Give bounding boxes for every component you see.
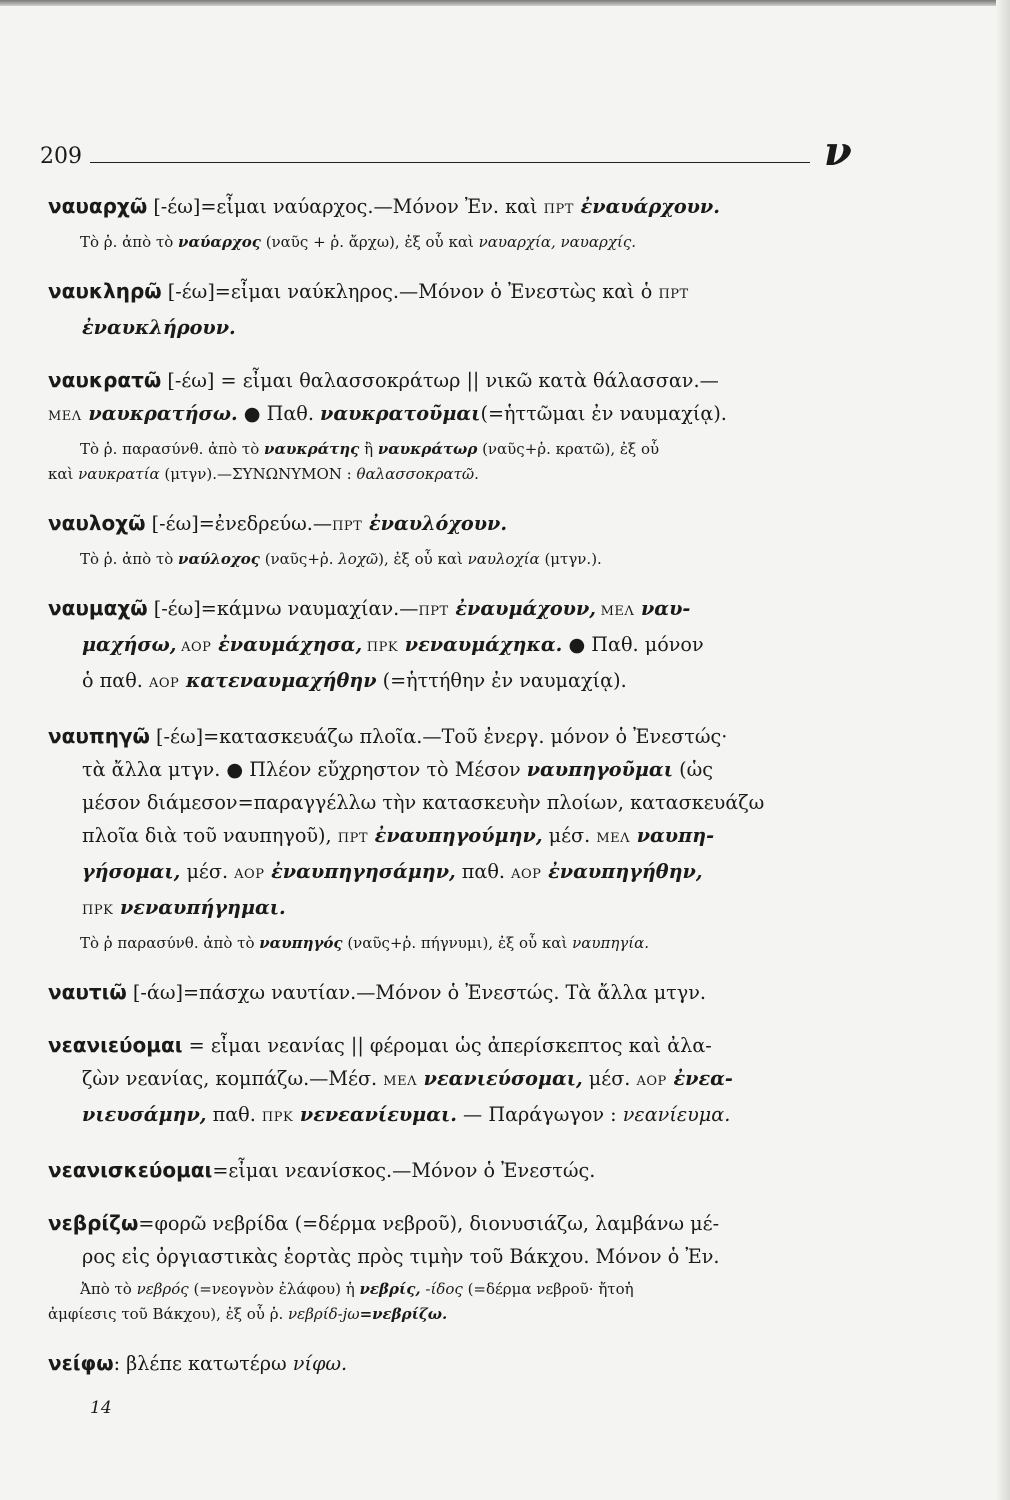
entry xyxy=(48,1154,866,1187)
entry xyxy=(48,720,866,956)
page-top-edge xyxy=(0,0,1010,6)
entry-definition: ναυκρατῶ [-έω] = εἶμαι θαλασσοκράτωρ || νικῶ κατὰ θάλασσαν.— ΜΕΛ ναυκρατήσω. ● Παθ. ναυκρατοῦμαι(=ἡττῶμαι ἐν ναυμαχίᾳ). xyxy=(48,368,727,425)
entry-definition: ναυπηγῶ [-έω]=κατασκευάζω πλοῖα.—Τοῦ ἐνεργ. μόνον ὁ Ἐνεστώς· τὰ ἄλλα μτγν. ● Πλέον εὔχρηστον τὸ Μέσον ναυπηγοῦμαι (ὡς μέσον διάμεσον=παραγγέλλω τὴν κατασκευὴν πλοίων, κατασκευάζω πλοῖα διὰ τοῦ ναυπηγοῦ), ΠΡΤ ἐναυπηγούμην, μέσ. ΜΕΛ ναυπη- γήσομαι, μέσ. ΑΟΡ ἐναυπηγησάμην, παθ. ΑΟΡ ἐναυπηγήθην, ΠΡΚ νεναυπήγημαι. xyxy=(48,724,765,919)
headword: ναυπηγῶ xyxy=(48,724,150,748)
entry xyxy=(48,1207,866,1327)
page-number: 209 xyxy=(40,144,82,169)
entry-definition: νεανιεύομαι = εἶμαι νεανίας || φέρομαι ὡς ἀπερίσκεπτος καὶ ἀλα- ζὼν νεανίας, κομπάζω.—Μέσ. ΜΕΛ νεανιεύσομαι, μέσ. ΑΟΡ ἐνεα- νιευσάμην, παθ. ΠΡΚ νενεανίευμαι. — Παράγωγον : νεανίευμα. xyxy=(48,1033,733,1126)
page-header xyxy=(40,128,860,180)
entry-definition: ναυαρχῶ [-έω]=εἶμαι ναύαρχος.—Μόνον Ἐν. καὶ ΠΡΤ ἐναυάρχουν. xyxy=(48,194,720,218)
entry xyxy=(48,592,866,700)
entry-definition: νείφω: βλέπε κατωτέρω νίφω. xyxy=(48,1351,348,1375)
headword: ναυαρχῶ xyxy=(48,194,148,218)
entry xyxy=(48,507,866,572)
headword: ναυτιῶ xyxy=(48,980,127,1004)
entry-etymology: Τὸ ῥ. ἀπὸ τὸ ναύαρχος (ναῦς + ῥ. ἄρχω), ἐξ οὗ καὶ ναυαρχία, ναυαρχίς. xyxy=(80,233,636,251)
header-rule xyxy=(90,162,810,163)
entry-definition: ναυτιῶ [-άω]=πάσχω ναυτίαν.—Μόνον ὁ Ἐνεστώς. Τὰ ἄλλα μτγν. xyxy=(48,980,707,1004)
headword: ναυκληρῶ xyxy=(48,279,162,303)
headword: νείφω xyxy=(48,1351,114,1375)
entry-definition: νεανισκεύομαι=εἶμαι νεανίσκος.—Μόνον ὁ Ἐνεστώς. xyxy=(48,1158,596,1182)
section-letter: ν xyxy=(824,128,852,175)
signature-mark: 14 xyxy=(90,1398,112,1418)
headword: νεβρίζω xyxy=(48,1211,139,1235)
entry xyxy=(48,190,866,255)
entry xyxy=(48,1347,866,1380)
headword: ναυλοχῶ xyxy=(48,511,146,535)
entry-etymology: Τὸ ῥ. παρασύνθ. ἀπὸ τὸ ναυκράτης ἢ ναυκράτωρ (ναῦς+ῥ. κρατῶ), ἐξ οὗ καὶ ναυκρατία (μτγν).—ΣΥΝΩΝΥΜΟΝ : θαλασσοκρατῶ. xyxy=(48,440,660,483)
entry xyxy=(48,976,866,1009)
entry xyxy=(48,275,866,344)
entry-definition: ναυμαχῶ [-έω]=κάμνω ναυμαχίαν.—ΠΡΤ ἐναυμάχουν, ΜΕΛ ναυ- μαχήσω, ΑΟΡ ἐναυμάχησα, ΠΡΚ νεναυμάχηκα. ● Παθ. μόνον ὁ παθ. ΑΟΡ κατεναυμαχήθην (=ἡττήθην ἐν ναυμαχίᾳ). xyxy=(48,596,704,692)
entry xyxy=(48,1029,866,1134)
headword: νεανιεύομαι xyxy=(48,1033,183,1057)
entry-definition: νεβρίζω=φορῶ νεβρίδα (=δέρμα νεβροῦ), διονυσιάζω, λαμβάνω μέ- ρος εἰς ὀργιαστικὰς ἑορτὰς πρὸς τιμὴν τοῦ Βάκχου. Μόνον ὁ Ἐν. xyxy=(48,1211,720,1268)
entries xyxy=(48,190,866,1380)
headword: ναυκρατῶ xyxy=(48,368,162,392)
headword: ναυμαχῶ xyxy=(48,596,148,620)
page-right-edge xyxy=(996,0,1010,1500)
entry-etymology: Τὸ ῥ παρασύνθ. ἀπὸ τὸ ναυπηγός (ναῦς+ῥ. πήγνυμι), ἐξ οὗ καὶ ναυπηγία. xyxy=(80,934,650,952)
entry-definition: ναυλοχῶ [-έω]=ἐνεδρεύω.—ΠΡΤ ἐναυλόχουν. xyxy=(48,511,508,535)
entry-etymology: Τὸ ῥ. ἀπὸ τὸ ναύλοχος (ναῦς+ῥ. λοχῶ), ἐξ οὗ καὶ ναυλοχία (μτγν.). xyxy=(80,550,602,568)
entry-definition: ναυκληρῶ [-έω]=εἶμαι ναύκληρος.—Μόνον ὁ Ἐνεστὼς καὶ ὁ ΠΡΤ ἐναυκλήρουν. xyxy=(48,279,689,339)
entry xyxy=(48,364,866,487)
entry-etymology: Ἀπὸ τὸ νεβρός (=νεογνὸν ἐλάφου) ἡ νεβρίς, -ίδος (=δέρμα νεβροῦ· ἤτοἡ ἀμφίεσις τοῦ Βάκχου), ἐξ οὗ ῥ. νεβρίδ-jω=νεβρίζω. xyxy=(48,1280,634,1323)
headword: νεανισκεύομαι xyxy=(48,1158,213,1182)
